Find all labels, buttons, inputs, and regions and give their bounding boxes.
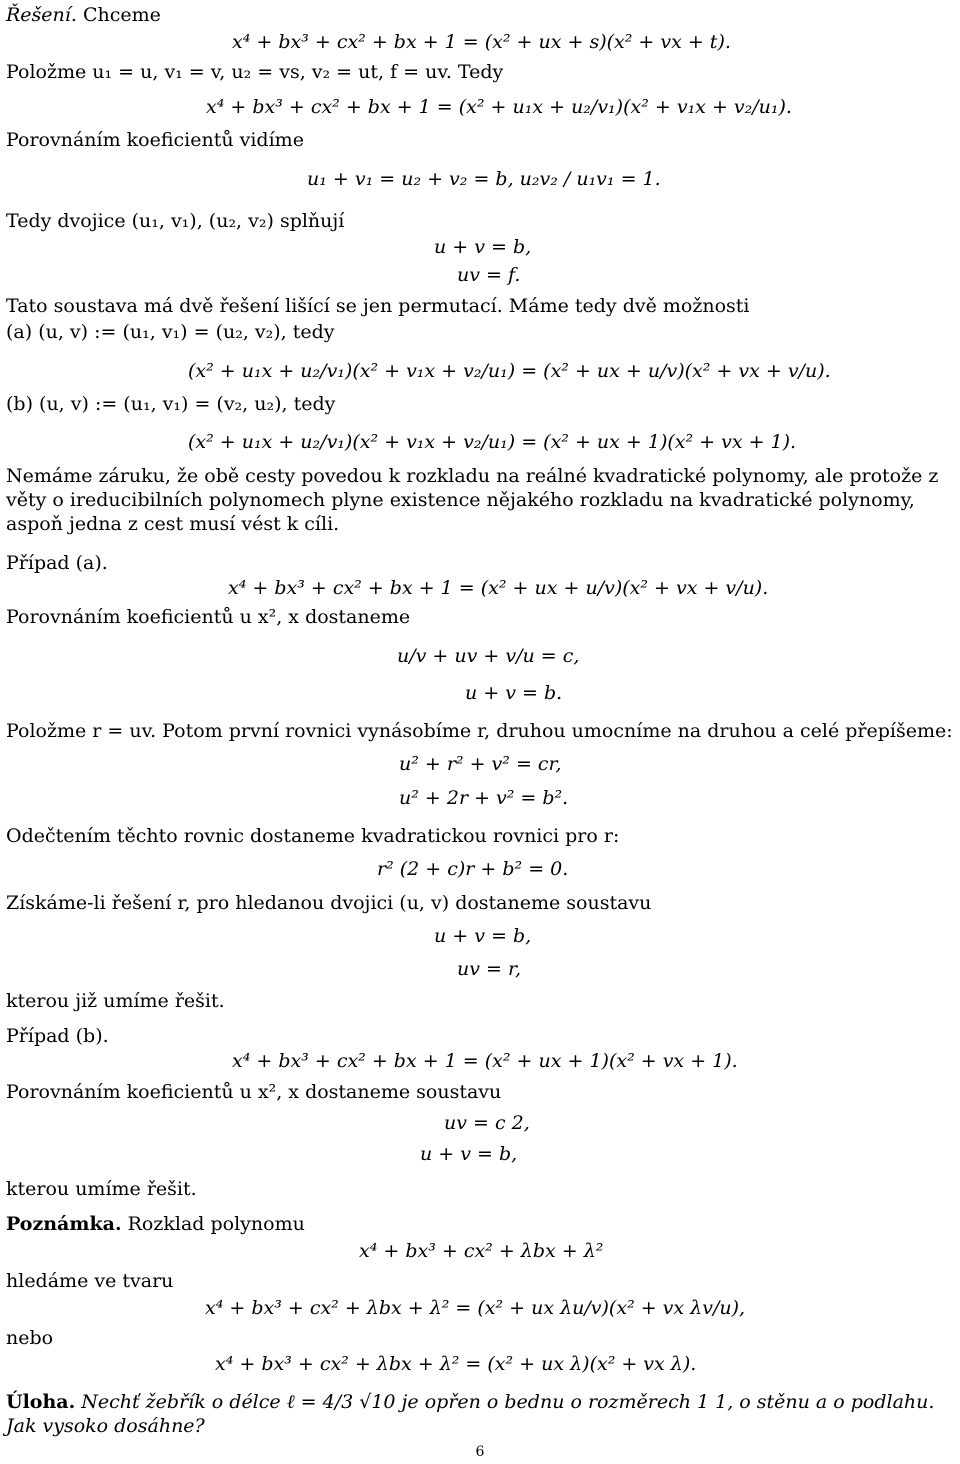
display-equation: u + v = b. bbox=[465, 682, 563, 704]
text-run: (a) (u, v) := (u₁, v₁) = (u₂, v₂), tedy bbox=[6, 321, 335, 343]
text-run: Rozklad polynomu bbox=[121, 1213, 305, 1235]
task-label: Úloha. bbox=[6, 1391, 76, 1413]
text-run: hledáme ve tvaru bbox=[6, 1270, 174, 1292]
text-run: Porovnáním koeficientů vidíme bbox=[6, 129, 304, 151]
display-equation: u² + r² + v² = cr, bbox=[399, 753, 562, 775]
page-number: 6 bbox=[475, 1444, 485, 1460]
display-equation: u² + 2r + v² = b². bbox=[399, 787, 569, 809]
text-line bbox=[6, 1270, 173, 1292]
display-equation: uv = c 2, bbox=[444, 1112, 530, 1134]
text-run: nebo bbox=[6, 1327, 54, 1349]
display-equation: u + v = b, bbox=[420, 1143, 518, 1165]
text-line bbox=[6, 552, 108, 574]
text-line bbox=[6, 1081, 501, 1103]
text-run: Odečtením těchto rovnic dostaneme kvadratickou rovnici pro r: bbox=[6, 825, 620, 847]
text-line bbox=[6, 393, 335, 415]
display-equation: x⁴ + bx³ + cx² + λbx + λ² bbox=[359, 1240, 604, 1262]
text-run: Případ (b). bbox=[6, 1025, 109, 1047]
text-run: Případ (a). bbox=[6, 552, 108, 574]
text-line bbox=[6, 990, 225, 1012]
text-run: Porovnáním koeficientů u x², x dostaneme bbox=[6, 606, 411, 628]
text-line bbox=[6, 1178, 197, 1200]
text-run: Tedy dvojice (u₁, v₁), (u₂, v₂) splňují bbox=[6, 210, 345, 232]
display-equation: u + v = b, bbox=[434, 236, 532, 258]
display-equation: uv = r, bbox=[457, 958, 522, 980]
text-run: Porovnáním koeficientů u x², x dostaneme soustavu bbox=[6, 1081, 502, 1103]
text-run: kterou umíme řešit. bbox=[6, 1178, 197, 1200]
display-equation: u + v = b, bbox=[434, 925, 532, 947]
text-run: Řešení. bbox=[6, 4, 77, 26]
text-line bbox=[6, 892, 651, 914]
display-equation: x⁴ + bx³ + cx² + λbx + λ² = (x² + ux λ)(x² + vx λ). bbox=[215, 1353, 697, 1375]
display-equation: u₁ + v₁ = u₂ + v₂ = b, u₂v₂ / u₁v₁ = 1. bbox=[307, 168, 661, 190]
text-run: Poznámka. bbox=[6, 1213, 122, 1235]
display-equation: x⁴ + bx³ + cx² + bx + 1 = (x² + u₁x + u₂/v₁)(x² + v₁x + v₂/u₁). bbox=[206, 96, 792, 118]
text-line bbox=[6, 61, 503, 83]
text-line bbox=[6, 720, 953, 742]
display-equation: r² (2 + c)r + b² = 0. bbox=[377, 858, 569, 880]
display-equation: x⁴ + bx³ + cx² + bx + 1 = (x² + ux + s)(x² + vx + t). bbox=[232, 31, 731, 53]
display-equation: uv = f. bbox=[457, 264, 521, 286]
display-equation: x⁴ + bx³ + cx² + λbx + λ² = (x² + ux λu/v)(x² + vx λv/u), bbox=[205, 1297, 746, 1319]
text-line bbox=[6, 825, 619, 847]
text-line bbox=[6, 1327, 53, 1349]
text-line bbox=[6, 4, 161, 26]
text-run: Získáme-li řešení r, pro hledanou dvojici (u, v) dostaneme soustavu bbox=[6, 892, 652, 914]
display-equation: x⁴ + bx³ + cx² + bx + 1 = (x² + ux + u/v)(x² + vx + v/u). bbox=[228, 577, 769, 599]
text-run: kterou již umíme řešit. bbox=[6, 990, 225, 1012]
text-run: (b) (u, v) := (u₁, v₁) = (v₂, u₂), tedy bbox=[6, 393, 336, 415]
paragraph-no-guarantee: Nemáme záruku, že obě cesty povedou k rozkladu na reálné kvadratické polynomy, ale protože z věty o ireducibilních polynomech plyne existence nějakého rozkladu na kvadratické polynomy, aspoň jedna z cest musí vést k cíli. bbox=[6, 465, 939, 535]
display-equation: x⁴ + bx³ + cx² + bx + 1 = (x² + ux + 1)(x² + vx + 1). bbox=[232, 1050, 738, 1072]
display-equation: u/v + uv + v/u = c, bbox=[397, 645, 580, 667]
text-line bbox=[6, 1213, 305, 1235]
text-line bbox=[6, 1025, 109, 1047]
display-equation: (x² + u₁x + u₂/v₁)(x² + v₁x + v₂/u₁) = (x² + ux + u/v)(x² + vx + v/u). bbox=[188, 360, 831, 382]
text-line bbox=[6, 210, 344, 232]
text-run: Tato soustava má dvě řešení lišící se jen permutací. Máme tedy dvě možnosti bbox=[6, 295, 750, 317]
display-equation: (x² + u₁x + u₂/v₁)(x² + v₁x + v₂/u₁) = (x² + ux + 1)(x² + vx + 1). bbox=[188, 431, 797, 453]
text-run: Položme u₁ = u, v₁ = v, u₂ = vs, v₂ = ut, f = uv. Tedy bbox=[6, 61, 504, 83]
task-text: Nechť žebřík o délce ℓ = 4/3 √10 je opřen o bednu o rozměrech 1 1, o stěnu a o podlahu. Jak vysoko dosáhne? bbox=[6, 1391, 935, 1437]
text-line bbox=[6, 321, 335, 343]
text-run: Chceme bbox=[76, 4, 161, 26]
text-line bbox=[6, 295, 750, 317]
text-line bbox=[6, 129, 304, 151]
text-run: Položme r = uv. Potom první rovnici vynásobíme r, druhou umocníme na druhou a celé přepíšeme: bbox=[6, 720, 953, 742]
task-paragraph bbox=[6, 1390, 956, 1438]
text-line bbox=[6, 606, 410, 628]
